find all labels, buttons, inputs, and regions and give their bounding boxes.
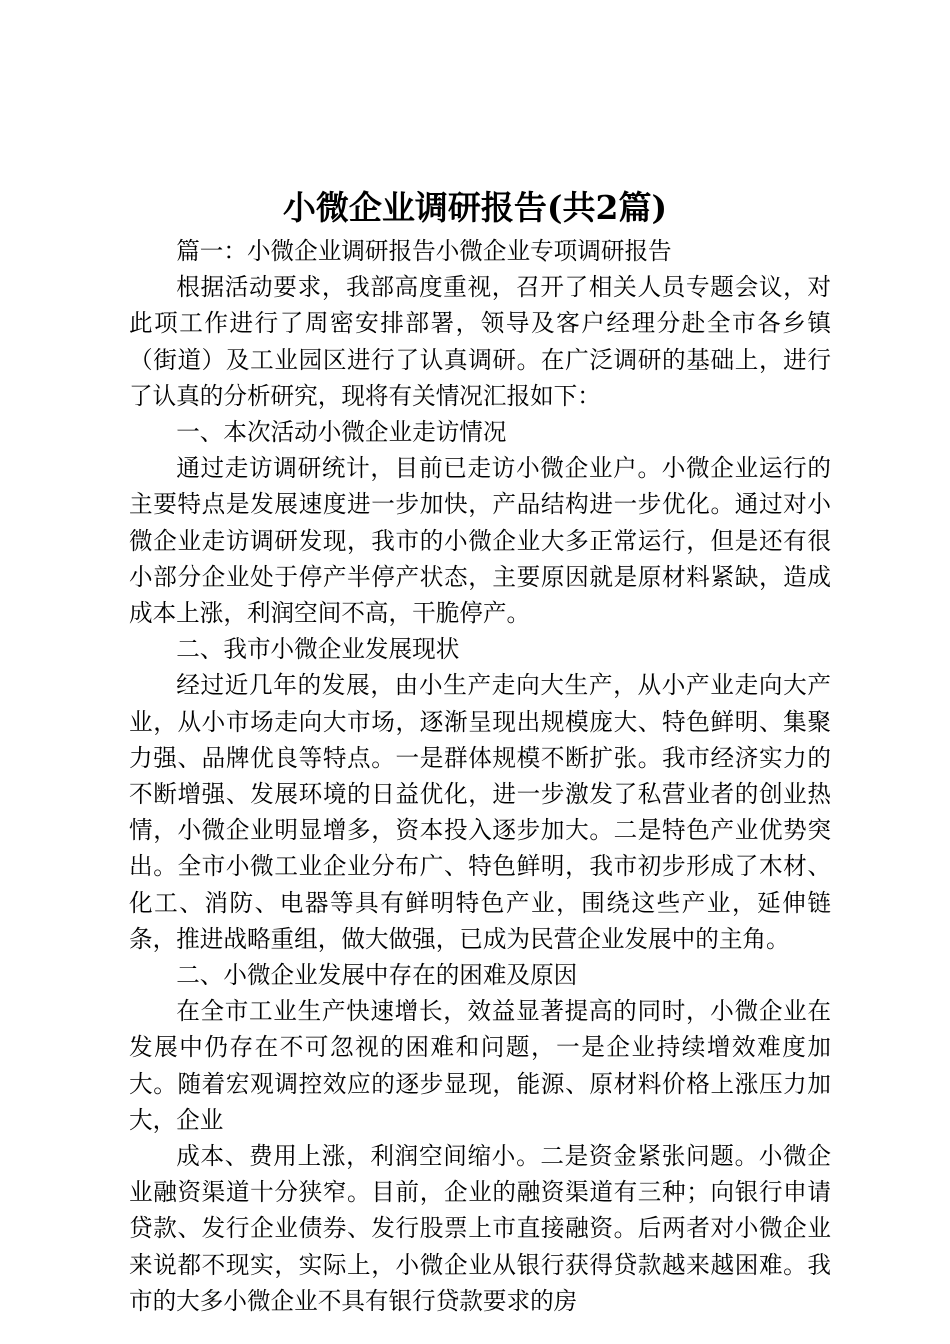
document-body [129,233,831,1319]
paragraph-intro: 根据活动要求，我部高度重视，召开了相关人员专题会议，对此项工作进行了周密安排部署，领导及客户经理分赴全市各乡镇（街道）及工业园区进行了认真调研。在广泛调研的基础上，进行了认真的分析研究，现将有关情况汇报如下： [129,273,831,410]
paragraph-difficulties: 在全市工业生产快速增长，效益显著提高的同时，小微企业在发展中仍存在不可忽视的困难和问题，一是企业持续增效难度加大。随着宏观调控效应的逐步显现，能源、原材料价格上涨压力加大，企业 [129,997,831,1134]
paragraph-part-heading: 篇一：小微企业调研报告小微企业专项调研报告 [176,237,672,265]
paragraph-status: 经过近几年的发展，由小生产走向大生产，从小产业走向大产业，从小市场走向大市场，逐渐呈现出规模庞大、特色鲜明、集聚力强、品牌优良等特点。一是群体规模不断扩张。我市经济实力的不断增强、发展环境的日益优化，进一步激发了私营业者的创业热情，小微企业明显增多，资本投入逐步加大。二是特色产业优势突出。全市小微工业企业分布广、特色鲜明，我市初步形成了木材、化工、消防、电器等具有鲜明特色产业，围绕这些产业，延伸链条，推进战略重组，做大做强，已成为民营企业发展中的主角。 [129,671,831,953]
paragraph-visits: 通过走访调研统计，目前已走访小微企业户。小微企业运行的主要特点是发展速度进一步加快，产品结构进一步优化。通过对小微企业走访调研发现，我市的小微企业大多正常运行，但是还有很小部分企业处于停产半停产状态，主要原因就是原材料紧缺，造成成本上涨，利润空间不高，干脆停产。 [129,454,831,628]
section-heading-status: 二、我市小微企业发展现状 [176,635,460,664]
section-heading-visits: 一、本次活动小微企业走访情况 [176,418,507,447]
section-heading-difficulties: 二、小微企业发展中存在的困难及原因 [176,961,578,990]
document-title: 小微企业调研报告(共2篇) [282,188,668,227]
paragraph-costs: 成本、费用上涨，利润空间缩小。二是资金紧张问题。小微企业融资渠道十分狭窄。目前，企业的融资渠道有三种；向银行申请贷款、发行企业债券、发行股票上市直接融资。后两者对小微企业来说都不现实，实际上，小微企业从银行获得贷款越来越困难。我市的大多小微企业不具有银行贷款要求的房 [129,1142,831,1315]
